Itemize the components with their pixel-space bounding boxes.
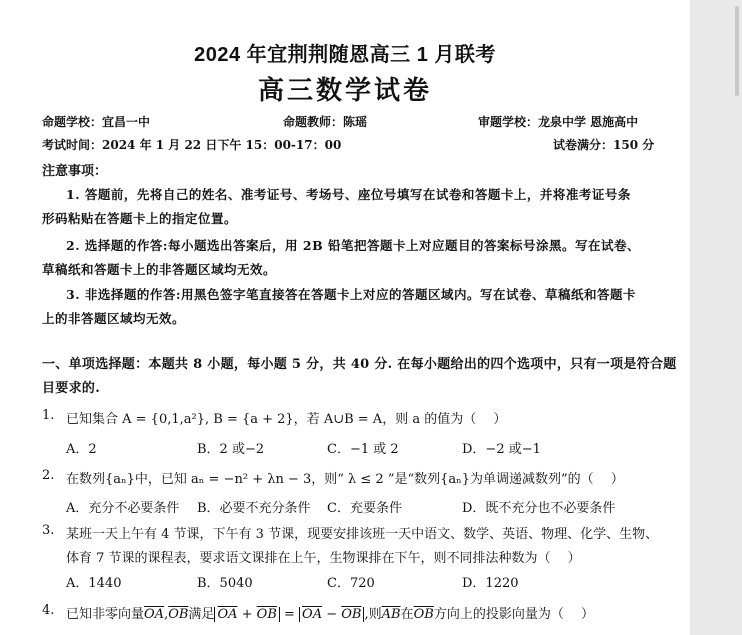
- note-2-line-1: 2. 选择题的作答:每小题选出答案后，用 2B 铅笔把答题卡上对应题目的答案标号涂黑。写在试卷、: [66, 238, 640, 253]
- note-1-line-2: 形码粘贴在答题卡上的指定位置。: [42, 211, 238, 226]
- q4-text-mid1: 满足: [188, 607, 215, 622]
- q4-text-mid2: ,则: [364, 607, 382, 622]
- q4-text-mid3: 在: [400, 607, 414, 622]
- q4-equals: =: [279, 607, 300, 622]
- q4-minus: −: [322, 607, 342, 622]
- q4-comma: ,: [164, 607, 169, 622]
- note-3-line-1: 3. 非选择题的作答:用黑色签字笔直接答在答题卡上对应的答题区域内。写在试卷、草稿纸和答题卡: [66, 287, 637, 302]
- scrollbar-thumb[interactable]: [735, 6, 739, 96]
- q2-number: 2.: [42, 468, 55, 483]
- teacher-label: 命题教师：陈瑶: [283, 115, 368, 129]
- q3-option-d: D．1220: [462, 576, 519, 591]
- q2-option-c: C．充要条件: [327, 501, 402, 516]
- note-3-line-2: 上的非答题区域均无效。: [42, 311, 186, 326]
- note-1-line-1: 1. 答题前，先将自己的姓名、准考证号、考场号、座位号填写在试卷和答题卡上，并将准考证号条: [66, 187, 631, 202]
- note-2-line-2: 草稿纸和答题卡上的非答题区域均无效。: [42, 262, 277, 277]
- exam-title: 2024 年宜荆荆随恩高三 1 月联考: [194, 44, 496, 66]
- q4-sum-oa: $\overline{OA}$: [217, 607, 238, 622]
- q3-option-c: C．720: [327, 576, 375, 591]
- viewer-background: [690, 0, 742, 635]
- q4-abs-diff: [299, 607, 364, 622]
- q2-option-a: A．充分不必要条件: [66, 501, 180, 516]
- q4-vector-ab: $\overline{AB}$: [381, 607, 401, 622]
- q1-option-c: C．−1 或 2: [327, 442, 399, 457]
- q2-option-b: B．必要不充分条件: [197, 501, 311, 516]
- q4-sum-ob: $\overline{OB}$: [256, 607, 277, 622]
- q4-diff-ob: $\overline{OB}$: [341, 607, 362, 622]
- q4-stem: [66, 603, 594, 622]
- q1-option-d: D．−2 或−1: [462, 442, 541, 457]
- q3-option-b: B．5040: [197, 576, 253, 591]
- section-heading-line-1: 一、单项选择题：本题共 8 小题，每小题 5 分，共 40 分. 在每小题给出的四个选项中，只有一项是符合题: [42, 357, 677, 372]
- q3-option-a: A．1440: [66, 576, 122, 591]
- q4-vector-oa: $\overline{OA}$: [144, 607, 165, 622]
- q3-stem-line-1: 某班一天上午有 4 节课，下午有 3 节课，现要安排该班一天中语文、数学、英语、物理、化学、生物、: [66, 527, 659, 542]
- q4-diff-oa: $\overline{OA}$: [302, 607, 323, 622]
- q1-stem: 已知集合 A = {0,1,a²}, B = {a + 2}，若 A∪B = A，则 a 的值为（ ）: [66, 412, 507, 427]
- q4-number: 4.: [42, 603, 55, 618]
- q1-number: 1.: [42, 408, 55, 423]
- review-label: 审题学校：龙泉中学 恩施高中: [478, 115, 639, 129]
- q2-option-d: D．既不充分也不必要条件: [462, 501, 616, 516]
- q4-text-pre: 已知非零向量: [66, 607, 145, 622]
- q4-plus: +: [237, 607, 257, 622]
- q4-text-mid4: 方向上的投影向量为（ ）: [433, 607, 594, 622]
- q1-option-b: B．2 或−2: [197, 442, 265, 457]
- q4-vector-ob: $\overline{OB}$: [168, 607, 189, 622]
- exam-subtitle: 高三数学试卷: [257, 76, 432, 106]
- q4-vector-ob-2: $\overline{OB}$: [413, 607, 434, 622]
- q1-option-a: A．2: [66, 442, 97, 457]
- q2-stem: 在数列{aₙ}中，已知 aₙ = −n² + λn − 3，则“ λ ≤ 2 ”是“数列{aₙ}为单调递减数列”的（ ）: [66, 472, 624, 487]
- school-label: 命题学校：宜昌一中: [42, 115, 151, 129]
- section-heading-line-2: 目要求的.: [42, 381, 101, 396]
- notes-heading: 注意事项：: [42, 164, 108, 179]
- q3-number: 3.: [42, 523, 55, 538]
- time-label: 考试时间：2024 年 1 月 22 日下午 15：00-17：00: [42, 138, 342, 152]
- q3-stem-line-2: 体育 7 节课的课程表，要求语文课排在上午，生物课排在下午，则不同排法种数为（ ）: [66, 551, 581, 566]
- q4-abs-sum: [214, 607, 279, 622]
- score-label: 试卷满分：150 分: [553, 138, 655, 152]
